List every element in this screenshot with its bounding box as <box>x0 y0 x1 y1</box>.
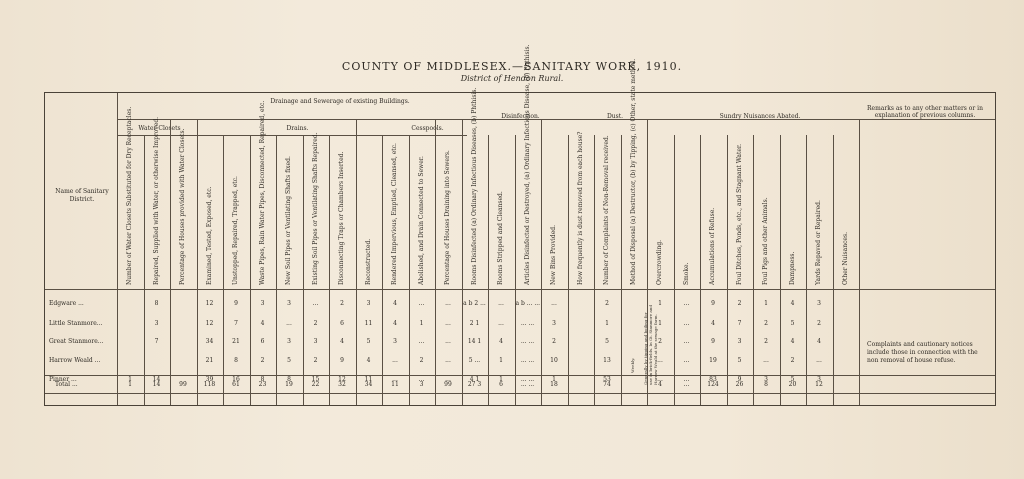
table-cell: 5 ... <box>468 357 481 364</box>
table-cell: 4 <box>790 300 795 307</box>
col-header: Foul Pigs and other Animals. <box>762 197 769 285</box>
table-cell: 4 <box>393 320 397 327</box>
table-cell: 4 <box>499 338 503 345</box>
table-cell: 7 <box>154 338 159 345</box>
col-header: Rooms Stripped and Cleansed. <box>497 191 504 285</box>
table-cell: 2 <box>658 338 662 345</box>
frequency-note: Weekly. <box>630 357 635 373</box>
table-cell: 3 <box>313 338 318 345</box>
table-cell: 4 <box>340 338 344 345</box>
table-cell: 14 1 <box>467 338 482 345</box>
table-cell: ... <box>418 338 425 345</box>
table-cell: ... <box>657 357 663 364</box>
table-cell: 12 <box>205 320 214 327</box>
rule-col-4 <box>223 135 224 405</box>
table-cell: 11 <box>364 376 373 383</box>
table-cell: ... <box>763 357 769 364</box>
col-header: Accumulations of Refuse. <box>709 207 716 285</box>
table-cell: 4 <box>366 357 371 364</box>
table-cell: 7 <box>737 320 742 327</box>
col-header: Smoke. <box>682 262 690 285</box>
table-cell: ... <box>683 300 690 307</box>
page-title: COUNTY OF MIDDLESEX.—SANITARY WORK, 1910. <box>341 60 683 73</box>
table-cell: 14 <box>152 376 161 383</box>
total-cell: 11 <box>391 381 399 388</box>
total-cell: 22 <box>311 381 320 388</box>
disposal-note: Generally by tipping and boiling for use in brick-fields. In Gt. Stanmore and Harrow Weald at the sewage farm. <box>643 305 658 385</box>
table-cell: 5 <box>790 320 795 327</box>
col-header: Unstopped, Repaired, Trapped, etc. <box>232 176 239 285</box>
col-header: Articles Disinfected or Destroyed, (a) Ordinary Infectious Disease, (b) Phthisis. <box>523 44 531 285</box>
table-cell: 1 <box>419 320 424 327</box>
group-disinfection: Disinfection. <box>501 113 540 120</box>
rule-col-18 <box>594 135 595 405</box>
rule-header-bottom <box>45 289 995 290</box>
rule-col-11 <box>409 135 410 405</box>
col-header: Method of Disposal (a) Destructor, (b) by Tipping, (c) Other, state method. <box>629 58 637 285</box>
col-header: Waste Pipes, Rain Water Pipes, Disconnected, Repaired, etc. <box>258 100 266 285</box>
col-header: Number of Water Closets Substituted for Dry Receptacles. <box>126 106 133 285</box>
col-header: Examined, Tested, Exposed, etc. <box>205 186 213 285</box>
rule-col-23 <box>727 135 728 405</box>
table-cell: 5 <box>790 376 795 383</box>
table-cell: ... <box>445 320 451 327</box>
table-cell: 9 <box>711 338 715 345</box>
table-cell: 1 <box>499 376 503 383</box>
table-cell: ... <box>498 320 504 327</box>
rule-col-2 <box>170 119 171 405</box>
total-cell: ... ... <box>520 381 535 388</box>
table-cell: ... <box>683 320 690 327</box>
table-cell: 5 <box>287 357 291 364</box>
table-cell: 2 <box>817 320 821 327</box>
rule-col-6 <box>276 135 277 405</box>
table-cell: ... ... <box>520 320 535 327</box>
table-cell: 2 <box>419 357 424 364</box>
table-cell: 3 <box>154 320 159 327</box>
col-header: Rendered Impervious, Emptied, Cleansed, etc. <box>391 143 398 285</box>
table-cell: 5 <box>366 338 371 345</box>
rule-col-21 <box>674 135 675 405</box>
table-cell: ... <box>683 376 690 383</box>
table-cell: 6 <box>340 320 344 327</box>
total-cell: 124 <box>707 381 719 388</box>
table-cell: 6 <box>260 338 265 345</box>
table-cell: ... <box>392 376 398 383</box>
table-cell: 1 <box>764 300 768 307</box>
table-cell: ... ... <box>520 338 535 345</box>
total-cell: 34 <box>364 381 373 388</box>
table-cell: a b 2 ... <box>463 300 486 307</box>
table-cell: 4 1 <box>469 376 480 383</box>
row-name: Harrow Weald ... <box>49 357 101 364</box>
total-cell: 8 <box>764 381 768 388</box>
col-header: Repaired, Supplied with Water, or otherwise Improved. <box>152 116 160 285</box>
table-cell: 34 <box>205 338 214 345</box>
table-cell: 9 <box>340 357 344 364</box>
total-cell: 27 3 <box>467 381 482 388</box>
table-cell: ... <box>445 357 451 364</box>
table-cell: ... <box>312 300 319 307</box>
table-cell: 9 <box>711 300 715 307</box>
table-cell: 4 <box>393 300 397 307</box>
table-cell: ... ... <box>520 357 535 364</box>
rule-col-28 <box>859 119 860 405</box>
table-cell: 11 <box>364 320 373 327</box>
table-cell: 1 <box>128 376 132 383</box>
table-cell: 2 <box>313 320 318 327</box>
table-cell: 2 <box>764 320 768 327</box>
total-cell: 99 <box>444 381 452 388</box>
rule-col-17 <box>568 135 569 405</box>
rule-col-7 <box>303 135 304 405</box>
total-name: Total ... <box>55 381 78 388</box>
table-cell: 2 <box>260 357 265 364</box>
remarks-text: Complaints and cautionary notices include those in connection with the non removal of house refuse. <box>867 341 978 364</box>
table-cell: 3 <box>817 300 821 307</box>
row-name: Great Stanmore... <box>49 338 104 345</box>
total-cell: 1 <box>128 381 132 388</box>
table-cell: 19 <box>709 357 717 364</box>
total-cell: 61 <box>232 381 240 388</box>
name-header: Name of Sanitary District. <box>55 188 109 203</box>
rule-col-1 <box>144 135 145 405</box>
table-cell: 2 <box>605 300 609 307</box>
total-cell: 4 <box>658 381 662 388</box>
table-cell: 39 <box>205 376 214 383</box>
group-water-closets: Water Closets <box>138 125 181 132</box>
table-cell: 5 <box>737 357 742 364</box>
table-cell: 10 <box>550 357 558 364</box>
table-cell: 3 <box>260 300 265 307</box>
table-cell: 8 <box>260 376 265 383</box>
table-cell: 3 <box>552 320 556 327</box>
rule-col-8 <box>329 135 330 405</box>
rule-col-14 <box>488 135 489 405</box>
table-cell: 2 <box>340 300 344 307</box>
page-subtitle: District of Hendon Rural. <box>460 74 564 83</box>
table-cell: 4 <box>711 320 715 327</box>
col-header: Foul Ditches, Ponds, etc., and Stagnant Water. <box>735 143 743 285</box>
table-cell: 53 <box>603 376 611 383</box>
col-header: Dampness. <box>788 251 796 285</box>
table-cell: 3 <box>817 376 821 383</box>
table-cell: ... <box>418 300 425 307</box>
table-cell: 1 <box>499 357 503 364</box>
table-cell: 8 <box>234 357 238 364</box>
table-cell: ... <box>286 320 292 327</box>
table-cell: 21 <box>205 357 214 364</box>
rule-col-24 <box>753 135 754 405</box>
table-cell: 1 <box>658 300 662 307</box>
col-header: Yards Repaved or Repaired. <box>815 200 822 285</box>
table-cell: 4 <box>260 320 265 327</box>
col-header: Percentage of Houses Draining into Sewers. <box>444 150 451 285</box>
rule-col-25 <box>780 135 781 405</box>
table-cell: 16 <box>232 376 240 383</box>
table-cell: 3 <box>366 300 371 307</box>
row-name: Edgware ... <box>49 300 84 307</box>
col-header: New Bins Provided. <box>550 225 557 285</box>
total-cell: 12 <box>815 381 823 388</box>
table-cell: 3 <box>393 338 397 345</box>
table-cell: 12 <box>205 300 214 307</box>
group-sundry: Sundry Nuisances Abated. <box>719 113 801 120</box>
rule-top-groups <box>117 119 995 120</box>
table-cell: 7 <box>234 320 238 327</box>
group-remarks: Remarks as to any other matters or in explanation of previous columns. <box>867 105 983 119</box>
rule-total-bottom <box>45 393 995 394</box>
table-cell: 5 <box>605 338 609 345</box>
table-cell: 21 <box>232 338 240 345</box>
col-header: Number of Complaints of Non-Removal received. <box>603 135 610 285</box>
total-cell: 23 <box>258 381 267 388</box>
col-header: Percentage of Houses provided with Water Closets. <box>179 128 186 285</box>
table-cell: ... ... <box>520 376 535 383</box>
rule-col-26 <box>806 135 807 405</box>
col-header: Abolished, and Drain Connected to Sewer. <box>417 156 425 285</box>
col-header: Other Nuisances. <box>841 232 849 285</box>
col-header: Existing Soil Pipes or Ventilating Shafts Repaired. <box>311 132 319 285</box>
table-cell: ... <box>498 300 504 307</box>
rule-col-10 <box>382 135 383 405</box>
col-header: New Soil Pipes or Ventilating Shafts fixed. <box>285 156 292 285</box>
table-cell: 12 <box>338 376 346 383</box>
table-cell: ... <box>683 357 690 364</box>
table-cell: ... <box>683 338 690 345</box>
total-cell: 26 <box>735 381 744 388</box>
table-cell: ... <box>392 357 398 364</box>
table-cell: 2 <box>790 357 795 364</box>
rule-col-22 <box>700 135 701 405</box>
table-cell: 2 <box>764 338 768 345</box>
table-cell: ... <box>816 357 822 364</box>
col-header: Reconstructed. <box>364 238 372 285</box>
table-cell: 9 <box>234 300 238 307</box>
table-cell: 2 <box>737 300 742 307</box>
table-cell: 1 <box>605 320 609 327</box>
table-cell: ... <box>418 376 425 383</box>
total-cell: 20 <box>788 381 797 388</box>
group-dust: Dust. <box>606 113 624 120</box>
table-cell: 4 <box>790 338 795 345</box>
rule-col-19 <box>621 135 622 405</box>
table-cell: 3 <box>764 376 768 383</box>
rule-col-27 <box>833 135 834 405</box>
table-cell: 3 <box>737 338 742 345</box>
table-cell: a b ... ... <box>515 300 541 307</box>
rule-col-5 <box>250 135 251 405</box>
total-cell: 74 <box>603 381 611 388</box>
table-cell: 1 <box>552 376 556 383</box>
table-cell: 4 <box>817 338 821 345</box>
rule-name-col <box>117 93 118 405</box>
table-cell: ... <box>445 300 451 307</box>
col-header: Disconnecting Traps or Chambers Inserted. <box>338 151 345 285</box>
col-header: Overcrowding. <box>656 239 663 285</box>
table-cell: 83 <box>709 376 717 383</box>
table-cell: 3 <box>287 300 291 307</box>
group-cesspools: Cesspools. <box>411 125 444 132</box>
rule-col-15 <box>515 135 516 405</box>
table-cell: ... <box>657 376 663 383</box>
table-cell: 8 <box>154 300 159 307</box>
table-cell: 1 <box>658 320 662 327</box>
table-cell: ... <box>445 338 451 345</box>
row-name: Little Stanmore... <box>49 320 103 327</box>
table-cell: ... <box>445 376 451 383</box>
col-header: Rooms Disinfected (a) Ordinary Infectious Diseases, (b) Phthisis. <box>470 87 478 285</box>
table-cell: 3 <box>287 338 291 345</box>
total-cell: 3 <box>419 381 424 388</box>
total-cell: 118 <box>203 381 216 388</box>
table-cell: 2 <box>313 357 318 364</box>
table-cell: 15 <box>311 376 320 383</box>
group-drainage: Drainage and Sewerage of existing Buildings. <box>270 98 410 105</box>
row-name: Pinner ... <box>49 376 77 383</box>
total-cell: 19 <box>285 381 293 388</box>
table-cell: 2 <box>552 338 556 345</box>
table-cell: 8 <box>287 376 291 383</box>
group-drains: Drains. <box>286 125 309 132</box>
table-cell: ... <box>551 300 557 307</box>
total-cell: ... <box>683 381 690 388</box>
table-cell: 9 <box>737 376 742 383</box>
total-cell: 32 <box>338 381 346 388</box>
table-cell: 2 1 <box>469 320 480 327</box>
total-cell: 99 <box>179 381 187 388</box>
total-cell: 18 <box>550 381 558 388</box>
table-cell: 13 <box>603 357 611 364</box>
total-cell: 6 <box>499 381 503 388</box>
col-header: How frequently is dust removed from each house? <box>576 131 584 285</box>
total-cell: 14 <box>152 381 161 388</box>
